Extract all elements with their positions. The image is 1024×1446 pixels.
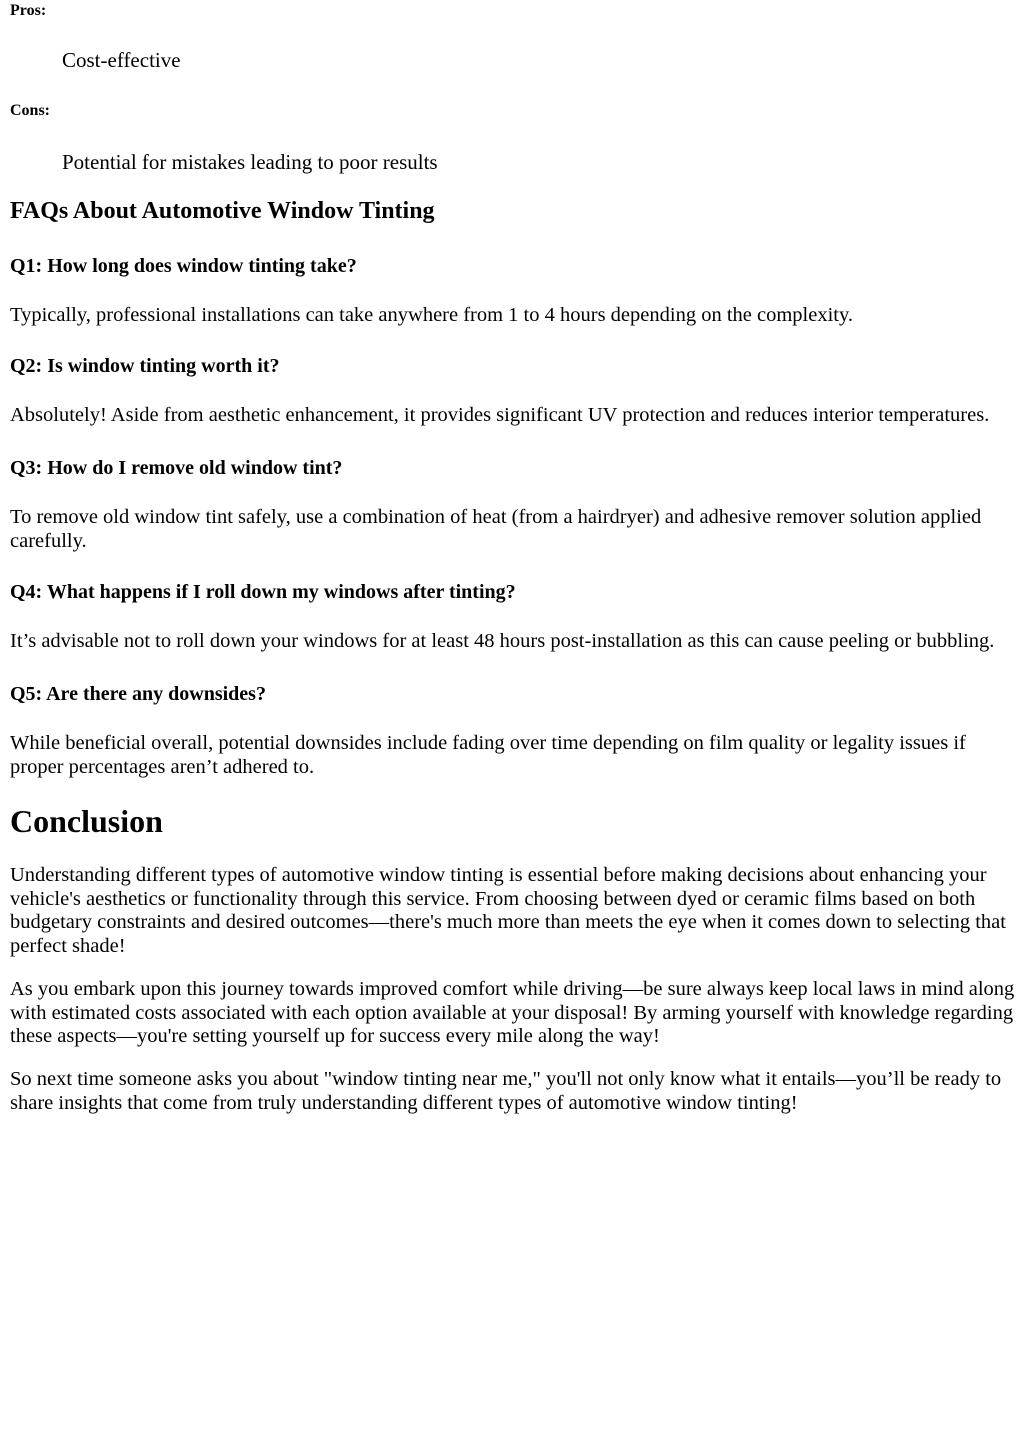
faq-answer-5: While beneficial overall, potential downsides include fading over time depending on film quality or legality issues if proper percentages aren’t adhered to. — [10, 732, 966, 778]
pros-label: Pros: — [10, 2, 47, 19]
conclusion-paragraph-3: So next time someone asks you about "window tinting near me," you'll not only know what it entails—you’ll be ready to share insights that come from truly understanding different types of automotive window tinting! — [10, 1068, 1002, 1114]
faq-answer-4: It’s advisable not to roll down your windows for at least 48 hours post-installation as this can cause peeling or bubbling. — [10, 630, 995, 652]
pros-item: Cost-effective — [62, 48, 181, 72]
faq-answer-2: Absolutely! Aside from aesthetic enhancement, it provides significant UV protection and reduces interior temperatures. — [10, 404, 990, 426]
faq-question-5: Q5: Are there any downsides? — [10, 683, 266, 705]
faq-heading: FAQs About Automotive Window Tinting — [10, 198, 435, 224]
faq-question-4: Q4: What happens if I roll down my windows after tinting? — [10, 581, 516, 603]
cons-label: Cons: — [10, 102, 51, 119]
conclusion-paragraph-2: As you embark upon this journey towards improved comfort while driving—be sure always keep local laws in mind along with estimated costs associated with each option available at your disposal! By arming yourself with knowledge regarding these aspects—you're setting yourself up for success every mile along the way! — [10, 978, 1015, 1047]
conclusion-paragraph-1: Understanding different types of automotive window tinting is essential before making decisions about enhancing your vehicle's aesthetics or functionality through this service. From choosing between dyed or ceramic films based on both budgetary constraints and desired outcomes—there's much more than meets the eye when it comes down to selecting that perfect shade! — [10, 864, 1006, 957]
conclusion-heading: Conclusion — [10, 803, 163, 839]
faq-question-3: Q3: How do I remove old window tint? — [10, 457, 343, 479]
cons-item: Potential for mistakes leading to poor results — [62, 150, 438, 174]
faq-question-1: Q1: How long does window tinting take? — [10, 255, 357, 277]
faq-question-2: Q2: Is window tinting worth it? — [10, 355, 280, 377]
faq-answer-3: To remove old window tint safely, use a combination of heat (from a hairdryer) and adhesive remover solution applied carefully. — [10, 506, 982, 552]
faq-answer-1: Typically, professional installations can take anywhere from 1 to 4 hours depending on the complexity. — [10, 304, 854, 326]
